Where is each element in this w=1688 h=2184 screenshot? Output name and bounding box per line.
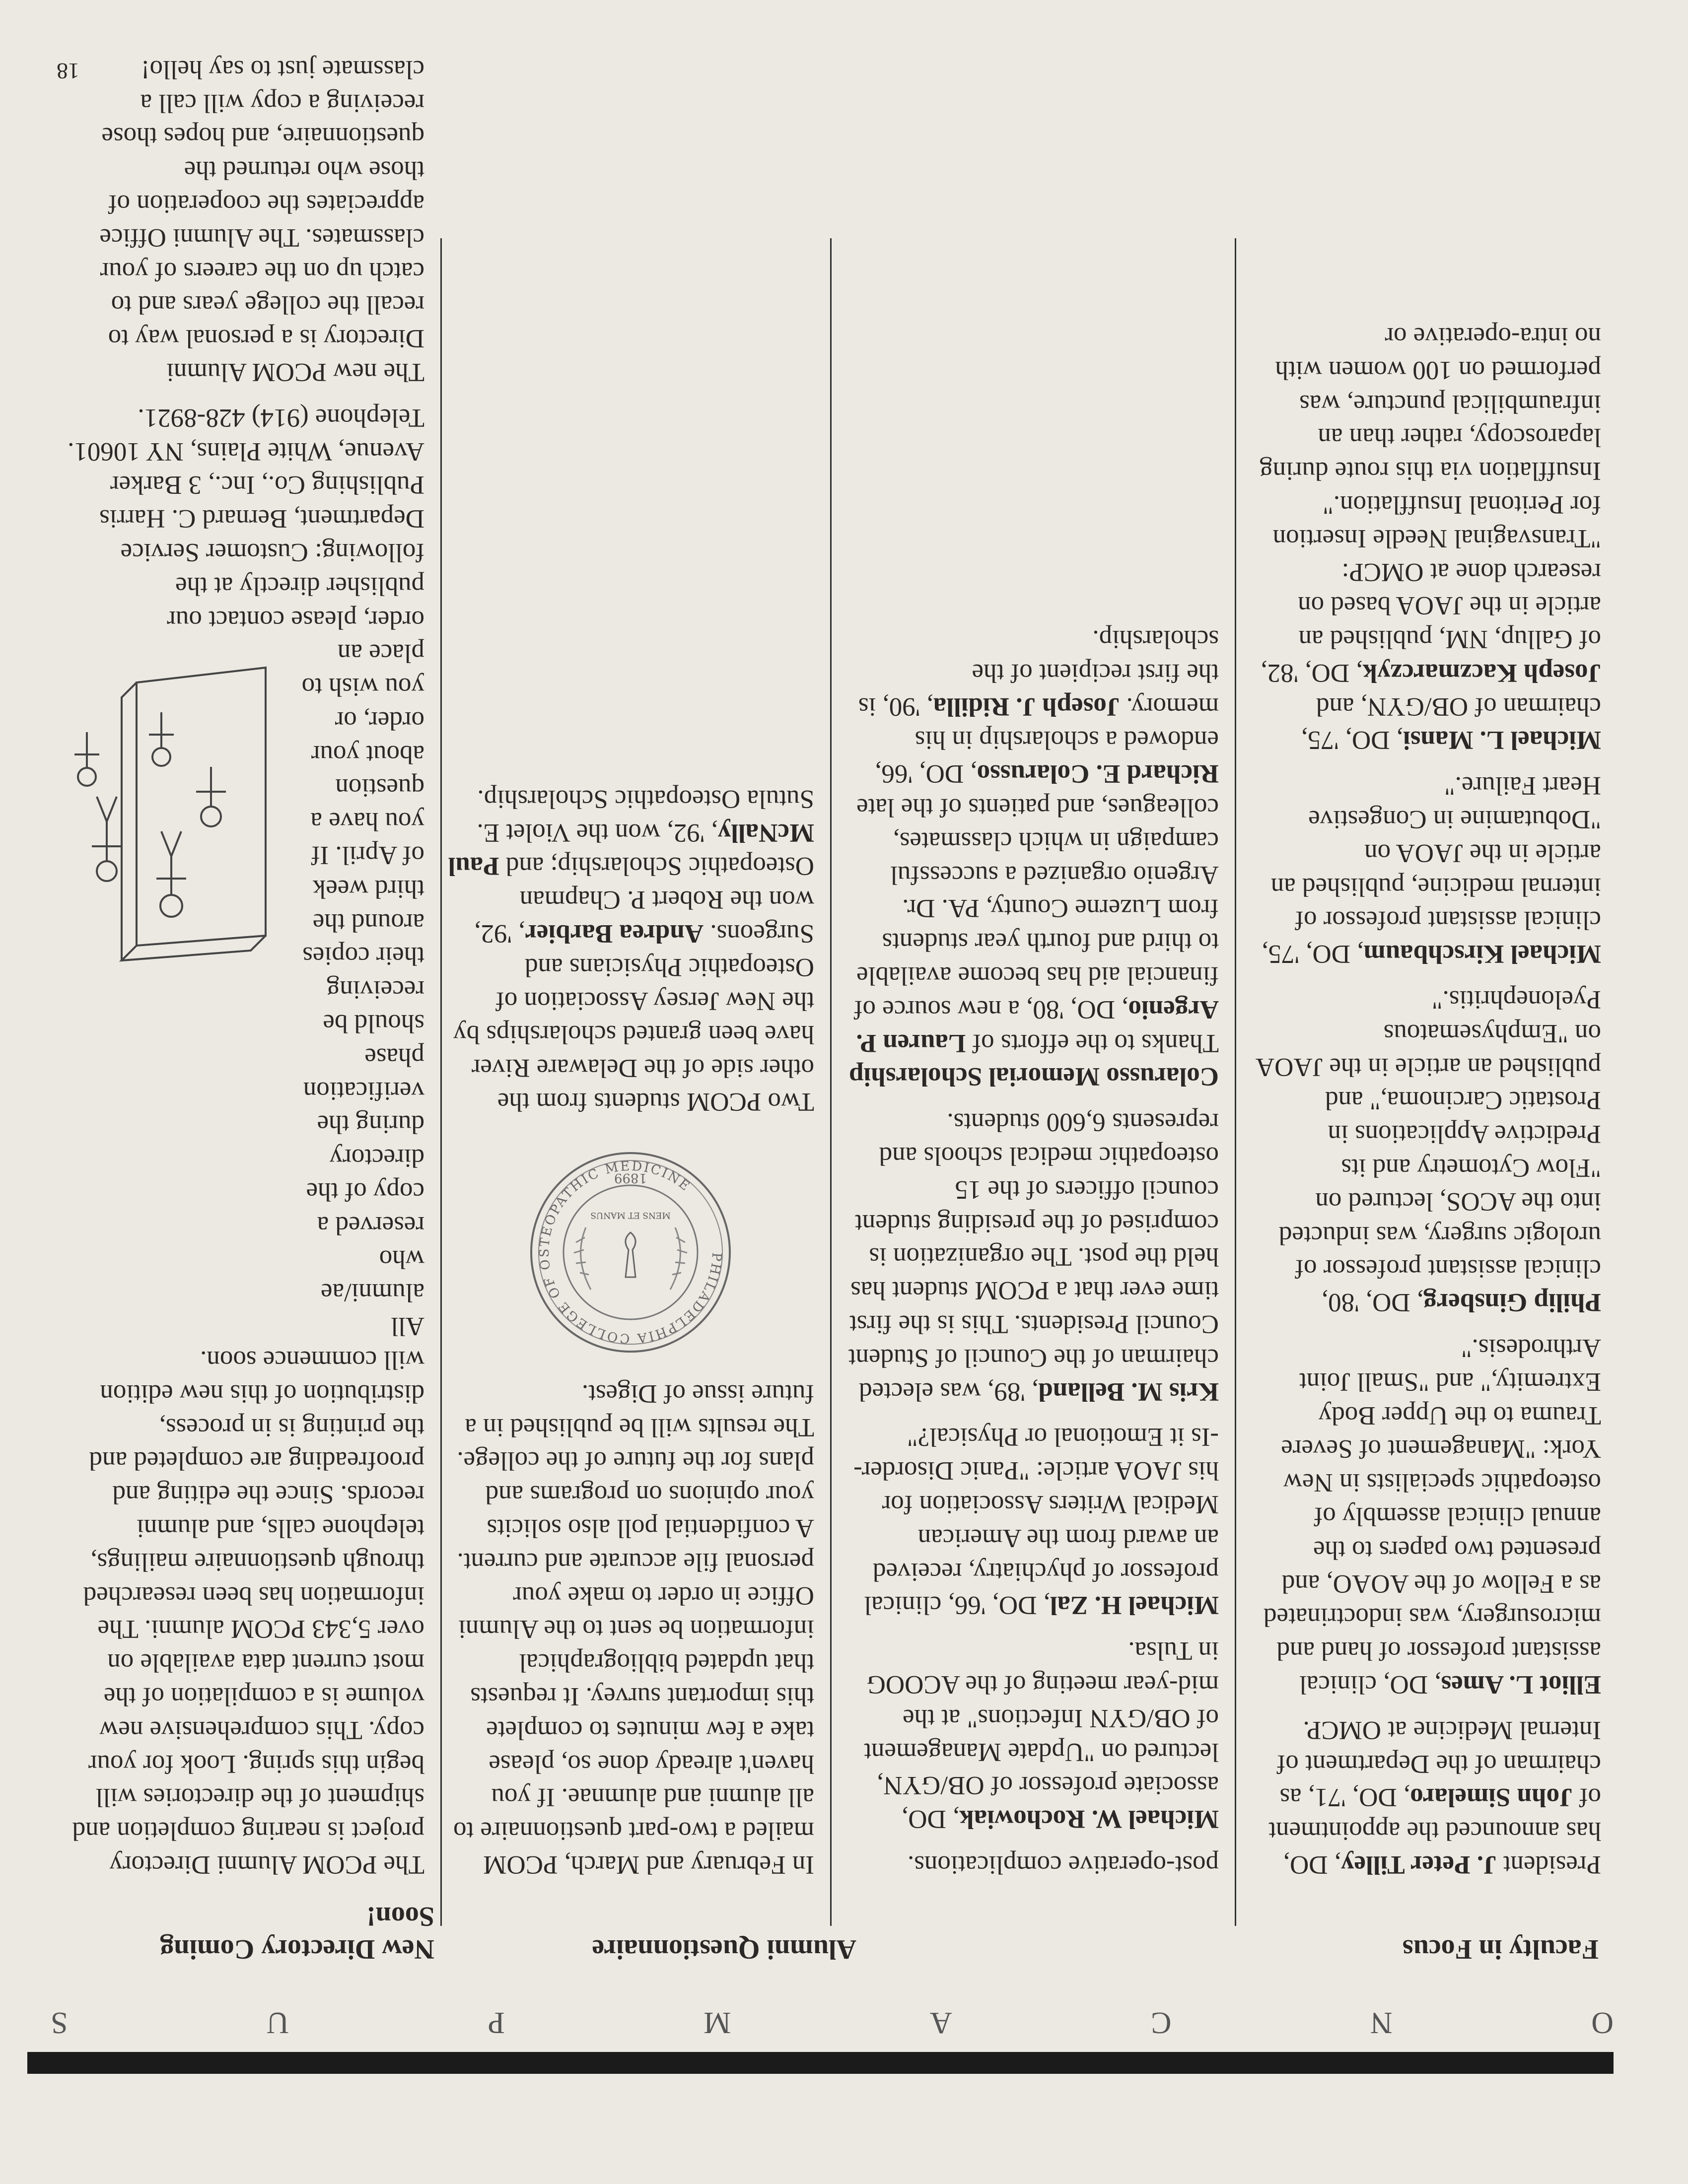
column-alumni-questionnaire <box>447 782 814 1881</box>
person-name: Michael Kirschbaum <box>1363 940 1601 969</box>
heading-faculty-in-focus: Faculty in Focus <box>1402 1934 1599 1965</box>
section-header-on-campus <box>50 2005 1614 2040</box>
column-divider <box>440 238 442 1926</box>
section-letter: U <box>265 2006 289 2040</box>
paragraph: The PCOM Alumni Directory project is nearing completion and shipment of the directories will begin this spring. Look for your copy. This comprehensive new volume is a compilation of the most current data available on over 5,343 PCOM alumni. The information has been researched through questionnaire mailings, telephone calls, and alumni records. Since the editing and proofreading are completed and the printing is in process, distribution of this new edition will commence soon. <box>72 1346 424 1879</box>
person-name: J. Peter Tilley <box>1340 1850 1497 1879</box>
paragraph: Philip Ginsberg, DO, '80, clinical assistant professor of urologic surgery, was inducted into the ACOS, lectured on "Flow Cytometry and its Predictive Applications in Prostatic Carcinoma," and published an article in the JAOA on "Emphysematous Pyelonephritis." <box>1257 985 1601 1317</box>
column-divider <box>830 238 832 1926</box>
section-letter: S <box>50 2006 68 2040</box>
section-letter: A <box>928 2006 952 2040</box>
directory-illustration <box>67 658 285 965</box>
lamp-icon <box>626 1232 635 1277</box>
subheading-colarusso-scholarship: Colarusso Memorial Scholarship <box>849 1062 1219 1092</box>
person-name: Richard E. Colarusso <box>977 759 1219 789</box>
person-name: Elliot L. Ames <box>1441 1670 1601 1700</box>
page-number: 18 <box>57 59 79 84</box>
person-name: John Simelaro <box>1410 1783 1573 1812</box>
svg-text:PHILADELPHIA COLLEGE OF OSTEOP <box>537 1159 724 1346</box>
paragraph: The new PCOM Alumni Directory is a personal way to recall the college years and to catch up on the careers of your classmates. The Alumni Office appreciates the cooperation of those who returned the questionnaire, and hopes those receiving a copy will call a classmate just to say hello! <box>99 55 424 387</box>
college-seal <box>526 1148 735 1357</box>
paragraph: Michael H. Zal, DO, '66, clinical professor of phychiatry, received an award from the American Medical Writers Association for his JAOA article: "Panic Disorder--Is it Emotional or Physical?" <box>853 1423 1219 1620</box>
seal-year: 1899 <box>614 1170 647 1186</box>
paragraph: Michael L. Mansi, DO, '75, chairman of OB/GYN, and Joseph Kaczmarczyk, DO, '82, of Gallup, NM, published an article in the JAOA based on research done at OMCP: "Transvaginal Needle Insertion for Peritonal Insufflation." Insufflation via this route during laparoscopy, rather than an infraumbilical puncture, was performed on 100 women with no intra-operative or <box>1260 322 1601 755</box>
person-name: Joseph Kaczmarczyk <box>1362 658 1601 687</box>
person-name: Kris M. Belland <box>1038 1377 1219 1406</box>
paragraph: In February and March, PCOM mailed a two-part questionnaire to all alumni and alumnae. If you haven't already done so, please take a few minutes to complete this important survey. It requests that updated bibliographical information be sent to the Alumni Office in order to make your personal file accurate and current. A confidential poll also solicits your opinions on programs and plans for the future of the college. The results will be published in a future issue of Digest. <box>453 1379 814 1879</box>
section-letter: O <box>1590 2006 1614 2040</box>
person-name: Joseph J. Ridilla <box>933 692 1120 721</box>
section-letter: P <box>487 2006 505 2040</box>
paragraph: Kris M. Belland, '89, was elected chairman of the Council of Student Council Presidents. This is the first time ever that a PCOM student has held the post. The organization is comprised of the presiding student council officers of the 15 osteopathic medical schools and represents 6,600 students. <box>848 1108 1219 1406</box>
person-name: Michael W. Rochowiak <box>959 1805 1219 1834</box>
person-name: Philip Ginsberg <box>1423 1288 1601 1317</box>
column-new-directory <box>67 52 424 1881</box>
person-name: Michael L. Mansi <box>1403 726 1601 755</box>
section-letter: C <box>1150 2006 1172 2040</box>
paragraph: Michael W. Rochowiak, DO, associate professor of OB/GYN, lectured on "Update Management of OB/GYN Infections" at the mid-year meeting of the ACOOG in Tulsa. <box>864 1637 1219 1834</box>
section-letter: N <box>1369 2006 1393 2040</box>
column-faculty-in-focus <box>1254 319 1601 1881</box>
section-rule <box>27 2052 1614 2074</box>
person-name: Lauren P. Argenio <box>856 995 1219 1058</box>
paragraph: Two PCOM students from the other side of the Delaware River have been granted scholarships by the New Jersey Association of Osteopathic Physicians and Surgeons. Andrea Barbier, '92, won the Robert P. Chapman Osteopathic Scholarship; and Paul McNally, '92, won the Violet E. Sutula Osteopathic Scholarship. <box>448 784 814 1117</box>
paragraph: Michael Kirschbaum, DO, '75, clinical assistant professor of internal medicine, published an article in the JAOA on "Dobutamine in Congestive Heart Failure." <box>1262 771 1601 969</box>
paragraph: post-operative complications. <box>908 1850 1219 1879</box>
laurel-wreath-icon <box>574 1228 687 1290</box>
person-name: Andrea Barbier <box>525 919 704 949</box>
section-letter: M <box>703 2006 731 2040</box>
paragraph: All alumni/ae who reserved a copy of the directory during the verification phase should be receiving their copies around the third week of April. If you have a question about your order, or you wish to place an order, please contact our publisher directly at the following: Customer Service Department, Bernard C. Harris Publishing Co., Inc., 3 Barker Avenue, White Plains, NY 10601. Telephone (914) 428-8921. <box>68 403 424 1341</box>
heading-new-directory: New Directory Coming Soon! <box>160 1901 434 1965</box>
column-divider <box>1235 238 1236 1926</box>
paragraph: President J. Peter Tilley, DO, has announced the appointment of John Simelaro, DO, '71, as chairman of the Department of Internal Medicine at OMCP. <box>1268 1715 1601 1879</box>
person-name: Michael H. Zal <box>1050 1591 1219 1620</box>
seal-motto: MENS ET MANUS <box>590 1210 671 1221</box>
heading-alumni-questionnaire: Alumni Questionnaire <box>592 1934 856 1965</box>
paragraph: Colarusso Memorial Scholarship Thanks to the efforts of Lauren P. Argenio, DO, '80, a new source of financial aid has become available to third and fourth year students from Luzerne County, PA. Dr. Argenio organized a successful campaign in which classmates, colleagues, and patients of the late Richard E. Colarusso, DO, '66, endowed a scholarship in his memory. Joseph J. Ridilla, '90, is the first recipient of the scholarship. <box>849 625 1219 1092</box>
seal-ring-text: PHILADELPHIA COLLEGE OF OSTEOPATHIC MEDICINE <box>537 1159 724 1346</box>
column-faculty-continued <box>846 622 1219 1881</box>
person-name: Paul McNally <box>448 818 814 881</box>
paragraph: Elliot L. Ames, DO, clinical assistant professor of hand and microsurgery, was indoctrinated as a Fellow of the AOAO, and presented two papers to the annual clinical assembly of osteopathic specialists in New York: "Management of Severe Trauma to the Upper Body Extremity," and "Small Joint Arthrodesis." <box>1264 1334 1601 1700</box>
